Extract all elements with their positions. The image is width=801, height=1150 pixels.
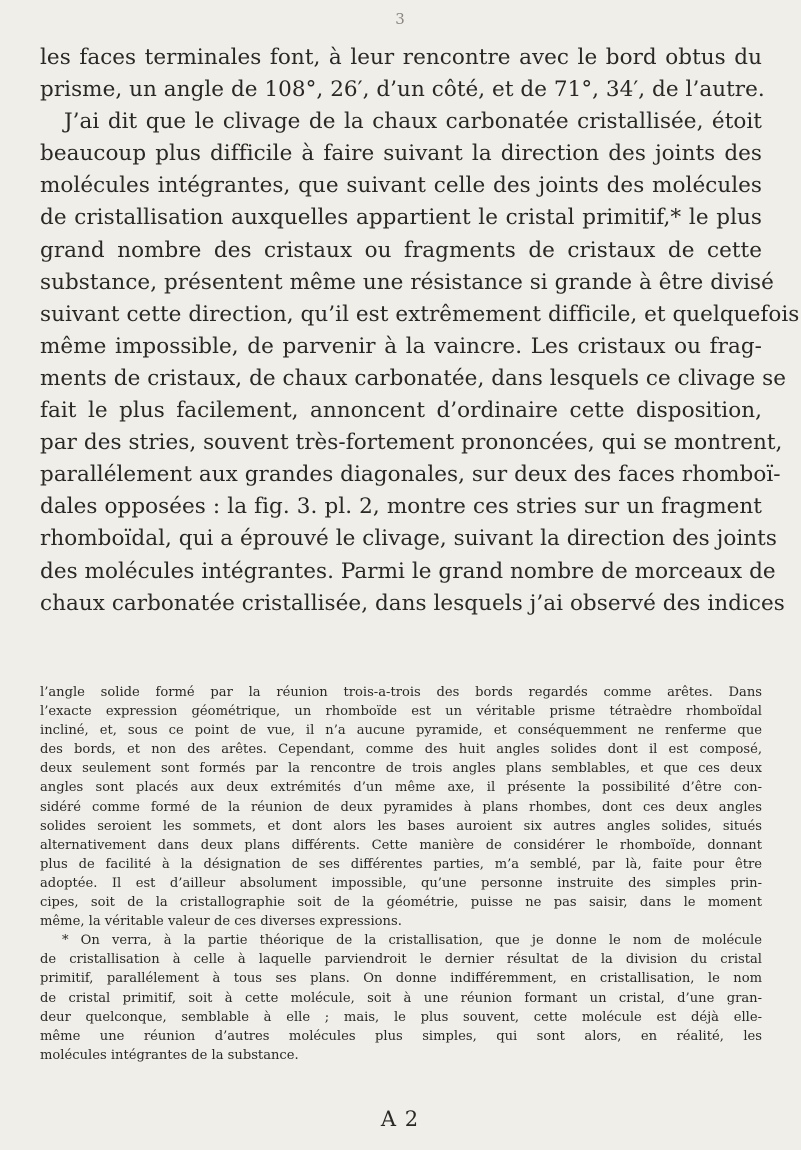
signature-mark: A 2 [380,1107,420,1131]
footnote-line: sidéré comme formé de la réunion de deux pyramides à plans rhombes, dont ces deux angles [40,799,762,815]
footnote-line: deur quelconque, semblable à elle ; mais, le plus souvent, cette molécule est déjà elle- [40,1009,762,1025]
footnote-line: solides seroient les sommets, et dont alors les bases auroient six autres angles solides, situés [40,818,762,834]
text-line: même impossible, de parvenir à la vaincre. Les cristaux ou frag- [40,333,762,359]
text-line: suivant cette direction, qu’il est extrêmement difficile, et quelquefois [40,301,800,327]
footnote-line: l’angle solide formé par la réunion trois-a-trois des bords regardés comme arêtes. Dans [40,685,762,700]
text-line: molécules intégrantes, que suivant celle des joints des molécules [40,173,762,199]
text-line: ments de cristaux, de chaux carbonatée, dans lesquels ce clivage se [40,365,787,391]
footnote-line: adoptée. Il est d’ailleur absolument impossible, qu’une personne instruite des simples prin- [40,875,762,891]
footnote-line: alternativement dans deux plans différents. Cette manière de considérer le rhomboïde, donnant [40,837,762,853]
footnote-line: deux seulement sont formés par la rencontre de trois angles plans semblables, et que ces deux [40,761,762,777]
footnote-line: primitif, parallélement à tous ses plans. On donne indifféremment, en cristallisation, le nom [40,971,762,987]
footnote-line: l’exacte expression géométrique, un rhomboïde est un véritable prisme tétraèdre rhomboïdal [40,704,762,720]
text-line: prisme, un angle de 108°, 26′, d’un côté, et de 71°, 34′, de l’autre. [40,77,765,103]
text-line: chaux carbonatée cristallisée, dans lesquels j’ai observé des indices [40,590,785,616]
footnote-line: angles sont placés aux deux extrémités d’un même axe, il présente la possibilité d’être con- [40,780,762,796]
text-line: substance, présentent même une résistance si grande à être divisé [40,269,774,295]
text-line: par des stries, souvent très-fortement prononcées, qui se montrent, [40,430,783,456]
footnote-line: incliné, et, sous ce point de vue, il n’a aucune pyramide, et conséquemment ne renferme que [40,723,762,739]
text-line: fait le plus facilement, annoncent d’ordinaire cette disposition, [40,398,762,424]
text-line: rhomboïdal, qui a éprouvé le clivage, suivant la direction des joints [40,526,777,552]
footnote-line: molécules intégrantes de la substance. [40,1047,299,1063]
text-line: les faces terminales font, à leur rencontre avec le bord obtus du [40,45,762,70]
footnote-line: de cristal primitif, soit à cette molécule, soit à une réunion formant un cristal, d’une gran- [40,990,762,1006]
footnote-line: plus de facilité à la désignation de ses différentes parties, m’a semblé, par là, faite pour être [40,856,762,872]
text-line: parallélement aux grandes diagonales, sur deux des faces rhomboï- [40,462,781,488]
text-line: beaucoup plus difficile à faire suivant la direction des joints des [40,141,762,167]
page-number: 3 [395,10,405,28]
footnotes [40,683,762,1065]
footnote-line: de cristallisation à celle à laquelle parviendroit le dernier résultat de la division du cristal [40,952,762,968]
text-line: de cristallisation auxquelles appartient le cristal primitif,* le plus [40,205,762,231]
footnote-line: même, la véritable valeur de ces diverses expressions. [40,914,402,930]
text-line: grand nombre des cristaux ou fragments de cristaux de cette [40,237,762,263]
footnote-line: * On verra, à la partie théorique de la cristallisation, que je donne le nom de molécule [62,933,762,949]
text-line: des molécules intégrantes. Parmi le grand nombre de morceaux de [40,558,776,584]
text-line: J’ai dit que le clivage de la chaux carbonatée cristallisée, étoit [64,109,762,135]
footnote-line: cipes, soit de la cristallographie soit de la géométrie, puisse ne pas saisir, dans le moment [40,895,762,911]
text-line: dales opposées : la fig. 3. pl. 2, montre ces stries sur un fragment [40,494,762,520]
main-text [40,42,800,620]
footnote-line: même une réunion d’autres molécules plus simples, qui sont alors, en réalité, les [40,1028,762,1044]
footnote-line: des bords, et non des arêtes. Cependant, comme des huit angles solides dont il est composé, [40,742,762,758]
